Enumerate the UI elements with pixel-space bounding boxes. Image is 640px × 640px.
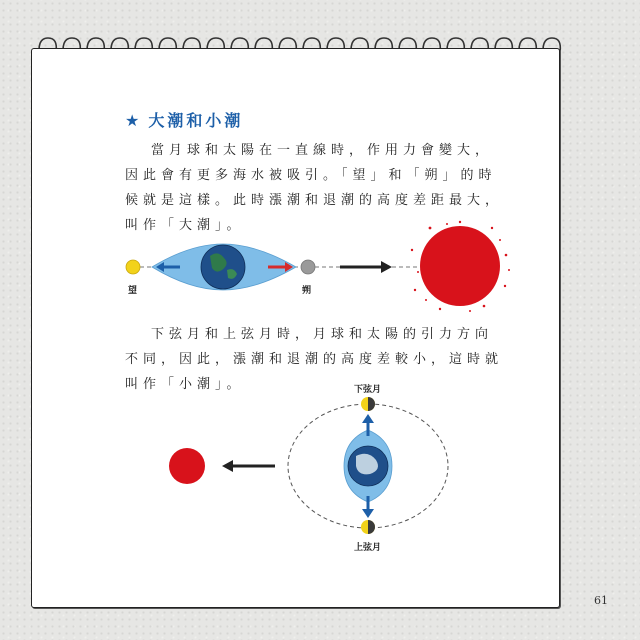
full-moon-label: 望 xyxy=(128,286,138,296)
third-quarter-moon-label: 下弦月 xyxy=(354,385,382,395)
first-quarter-moon-label: 上弦月 xyxy=(354,543,382,553)
third-quarter-moon-icon xyxy=(361,397,375,411)
new-moon-label: 朔 xyxy=(302,286,312,296)
star-icon: ★ xyxy=(125,111,143,130)
paragraph-neap-tide: 下弦月和上弦月時，月球和太陽的引力方向不同，因此，漲潮和退潮的高度差較小，這時就叫作「小潮」。 xyxy=(125,327,504,392)
heading-title: 大潮和小潮 xyxy=(148,111,244,130)
first-quarter-moon-icon xyxy=(361,520,375,534)
sun-icon xyxy=(169,448,205,484)
page-number: 61 xyxy=(594,594,608,607)
paragraph-spring-tide: 當月球和太陽在一直線時，作用力會變大，因此會有更多海水被吸引。「望」和「朔」的時候就是這樣。此時漲潮和退潮的高度差距最大，叫作「大潮」。 xyxy=(125,143,504,233)
